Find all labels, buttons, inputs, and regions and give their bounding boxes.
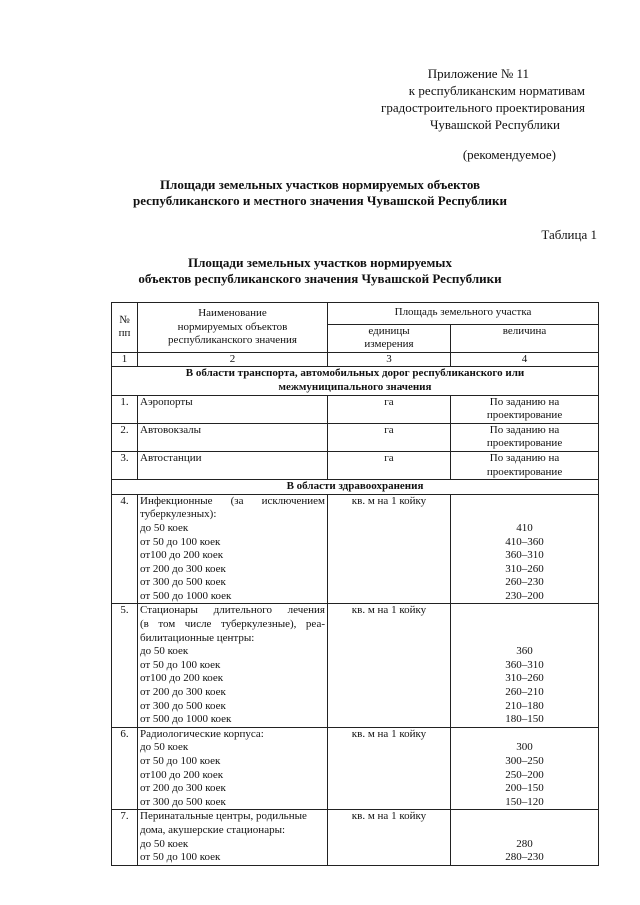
row-name-line-2: (в том числе туберкулезные), реа- (140, 618, 325, 631)
section-transport-line-1: В области транспорта, автомобильных дорог республиканского или (185, 367, 525, 380)
table-row (112, 395, 599, 423)
header-name-line-1: Наименование (198, 307, 267, 319)
list-item: от 500 до 1000 коек (140, 713, 232, 726)
appendix-note: (рекомендуемое) (462, 147, 556, 162)
table-row (112, 727, 599, 810)
appendix-line-2: к республиканским нормативам (408, 83, 585, 98)
list-item: от 300 до 500 коек (140, 576, 226, 589)
row-unit: га (328, 423, 451, 451)
list-item: до 50 коек (140, 741, 189, 754)
table-row (112, 494, 599, 604)
list-item: от 200 до 300 коек (140, 686, 226, 699)
value-item: 280 (516, 837, 533, 850)
row-values (451, 727, 599, 810)
value-item: 360–310 (505, 658, 544, 671)
row-values (451, 810, 599, 865)
main-title-line-1: Площади земельных участков нормируемых объектов (159, 177, 481, 192)
row-value-line-1: По заданию на (489, 423, 560, 436)
col-number: 3 (328, 352, 451, 367)
list-item: до 50 коек (140, 645, 189, 658)
section-transport-line-2: межмуниципального значения (278, 380, 432, 393)
row-value-line-2: проектирование (486, 437, 563, 450)
value-item: 310–260 (505, 672, 544, 685)
value-item: 260–230 (505, 576, 544, 589)
row-unit: кв. м на 1 койку (328, 604, 451, 727)
row-name-line-2: туберкулезных): (140, 508, 217, 521)
table-title-line-1: Площади земельных участков нормируемых (188, 255, 452, 270)
table-label: Таблица 1 (541, 227, 597, 242)
row-name (138, 810, 328, 865)
col-number: 1 (112, 352, 138, 367)
row-number: 6. (112, 727, 138, 810)
row-value (451, 423, 599, 451)
header-row (112, 303, 599, 325)
row-name: Аэропорты (138, 395, 328, 423)
row-values (451, 494, 599, 604)
column-numbers-row (112, 352, 599, 367)
table-row (112, 451, 599, 479)
section-transport (112, 367, 599, 395)
list-item: до 50 коек (140, 521, 189, 534)
header-name-line-2: нормируемых объектов (177, 320, 288, 333)
header-num-line-1: № (119, 313, 130, 326)
value-item: 260–210 (505, 686, 544, 699)
header-value: величина (451, 324, 599, 352)
header-units-line-1: единицы (368, 324, 410, 337)
value-item: 150–120 (505, 795, 544, 808)
list-item: до 50 коек (140, 837, 189, 850)
list-item: от100 до 200 коек (140, 549, 224, 562)
section-health (112, 480, 599, 495)
header-name (138, 303, 328, 353)
row-number: 7. (112, 810, 138, 865)
list-item: от 50 до 100 коек (140, 755, 221, 767)
row-name: Автовокзалы (138, 423, 328, 451)
appendix-number: Приложение № 11 (427, 66, 529, 81)
row-number: 5. (112, 604, 138, 727)
col-number: 4 (451, 352, 599, 367)
row-number: 4. (112, 494, 138, 604)
appendix-line-3: градостроительного проектирования (381, 100, 585, 115)
value-item: 300 (516, 741, 533, 754)
row-name (138, 494, 328, 604)
table-title-line-2: объектов республиканского значения Чувашской Республики (138, 271, 502, 286)
row-unit: кв. м на 1 койку (328, 810, 451, 865)
row-values (451, 604, 599, 727)
row-name (138, 727, 328, 810)
list-item: от 200 до 300 коек (140, 782, 226, 795)
table-row (112, 423, 599, 451)
table-row (112, 810, 599, 865)
col-number: 2 (138, 352, 328, 367)
row-name-line-2: дома, акушерские стационары: (140, 823, 286, 836)
value-item: 360–310 (505, 549, 544, 562)
value-item: 250–200 (505, 768, 544, 781)
header-units (328, 324, 451, 352)
row-number: 3. (112, 451, 138, 479)
table-row (112, 604, 599, 727)
row-value-line-1: По заданию на (489, 395, 560, 408)
value-item: 200–150 (505, 782, 544, 795)
header-num-line-2: пп (118, 327, 131, 340)
row-name-line-1: Инфекционные (за исключением (140, 494, 325, 507)
row-name-line-1: Перинатальные центры, родильные (140, 810, 307, 823)
row-value (451, 395, 599, 423)
value-item: 310–260 (505, 562, 544, 575)
row-unit: кв. м на 1 койку (328, 727, 451, 810)
value-item: 410–360 (505, 535, 544, 548)
row-unit: га (328, 395, 451, 423)
row-name-line-3: билитационные центры: (140, 631, 255, 644)
list-item: от100 до 200 коек (140, 672, 224, 685)
list-item: от 300 до 500 коек (140, 795, 226, 808)
section-transport-heading (112, 367, 599, 395)
list-item: от 50 до 100 коек (140, 851, 221, 864)
list-item: от100 до 200 коек (140, 768, 224, 781)
row-value-line-1: По заданию на (489, 451, 560, 464)
value-item: 210–180 (505, 699, 544, 712)
header-name-line-3: республиканского значения (167, 334, 297, 347)
value-item: 300–250 (505, 755, 544, 767)
row-name: Автостанции (138, 451, 328, 479)
value-item: 230–200 (505, 589, 544, 602)
value-item: 280–230 (505, 851, 544, 864)
value-item: 180–150 (505, 713, 544, 726)
list-item: от 50 до 100 коек (140, 658, 221, 671)
list-item: от 500 до 1000 коек (140, 589, 232, 602)
row-unit: га (328, 451, 451, 479)
row-unit: кв. м на 1 койку (328, 494, 451, 604)
header-num (112, 303, 138, 353)
appendix-line-4: Чувашской Республики (429, 117, 560, 132)
row-number: 1. (112, 395, 138, 423)
main-title-line-2: республиканского и местного значения Чувашской Республики (132, 193, 508, 208)
row-number: 2. (112, 423, 138, 451)
value-item: 360 (516, 645, 533, 658)
row-name (138, 604, 328, 727)
land-area-table (111, 302, 599, 866)
header-units-line-2: измерения (364, 338, 414, 351)
list-item: от 300 до 500 коек (140, 699, 226, 712)
list-item: от 50 до 100 коек (140, 535, 221, 548)
row-value-line-2: проектирование (486, 409, 563, 422)
row-name-line-1: Радиологические корпуса: (140, 727, 264, 740)
row-value-line-2: проектирование (486, 465, 563, 478)
value-item: 410 (516, 521, 533, 534)
section-health-heading: В области здравоохранения (112, 480, 599, 495)
header-area: Площадь земельного участка (328, 303, 599, 325)
list-item: от 200 до 300 коек (140, 562, 226, 575)
row-value (451, 451, 599, 479)
row-name-line-1: Стационары длительного лечения (140, 604, 325, 617)
